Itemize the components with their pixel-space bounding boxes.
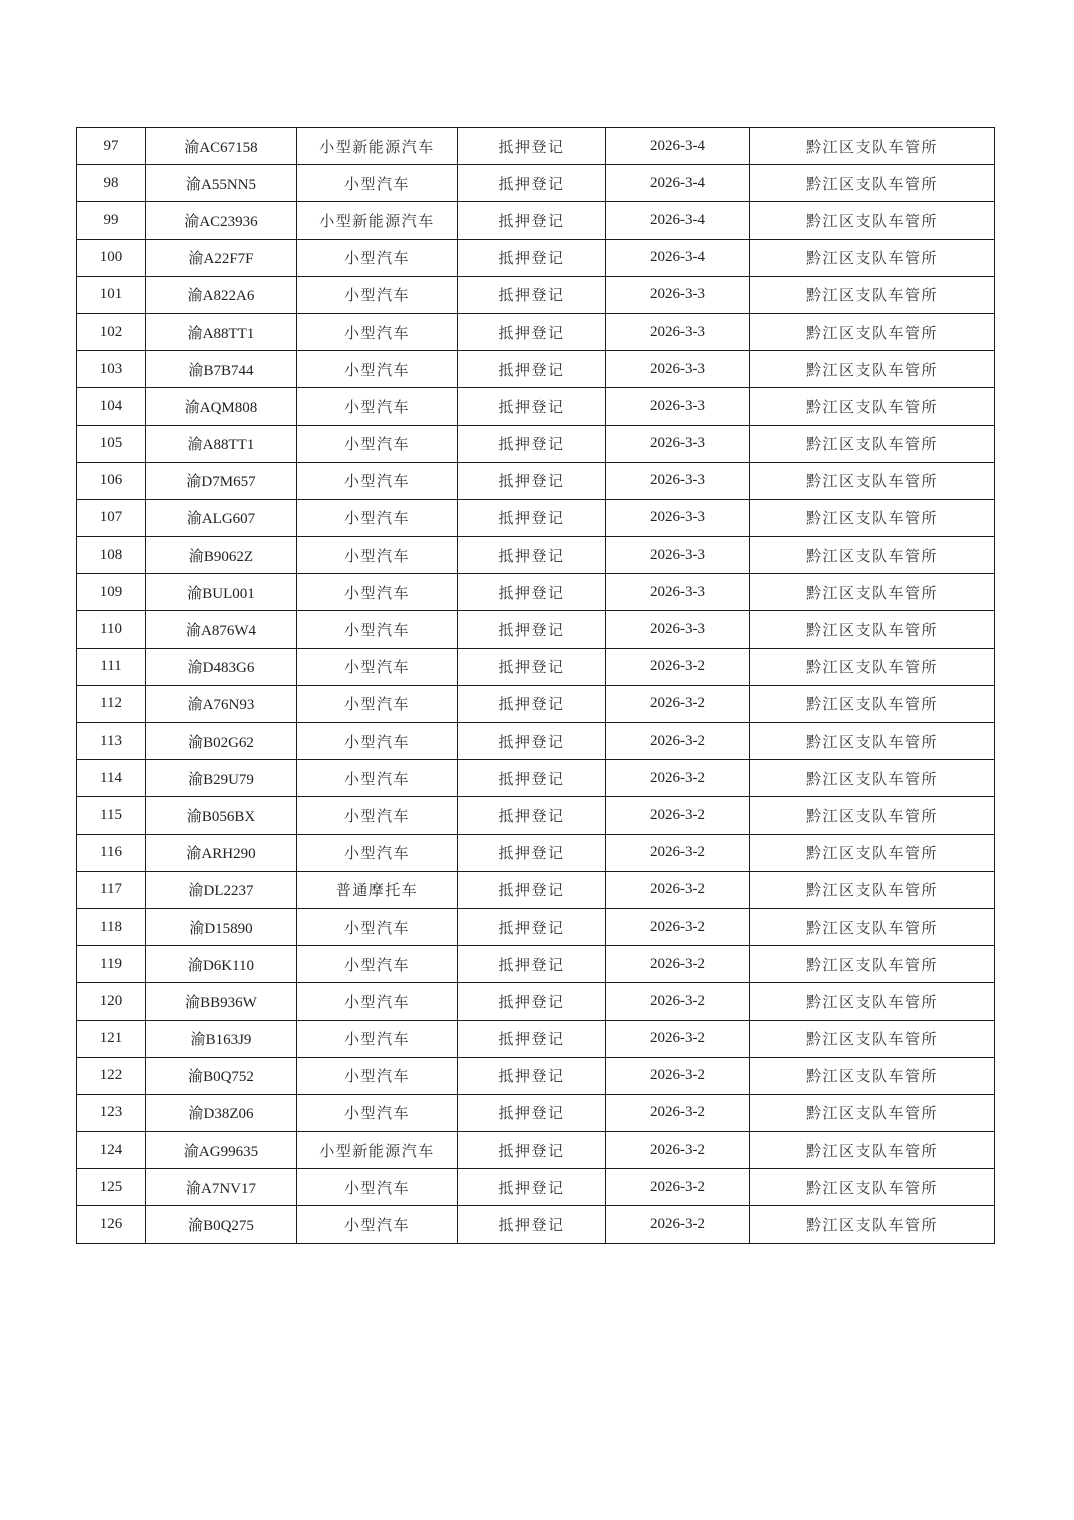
vehicle-type: 小型汽车: [297, 797, 458, 834]
office-name: 黔江区支队车管所: [750, 276, 995, 313]
registration-status: 抵押登记: [458, 462, 606, 499]
vehicle-type: 小型汽车: [297, 723, 458, 760]
table-row: [77, 1169, 995, 1206]
office-name: 黔江区支队车管所: [750, 834, 995, 871]
office-name: 黔江区支队车管所: [750, 239, 995, 276]
table-row: [77, 908, 995, 945]
office-name: 黔江区支队车管所: [750, 165, 995, 202]
registration-status: 抵押登记: [458, 908, 606, 945]
table-row: [77, 723, 995, 760]
registration-date: 2026-3-3: [606, 388, 750, 425]
vehicle-type: 小型汽车: [297, 276, 458, 313]
table-row: [77, 1057, 995, 1094]
plate-number: 渝A88TT1: [146, 425, 297, 462]
vehicle-type: 小型汽车: [297, 1020, 458, 1057]
office-name: 黔江区支队车管所: [750, 797, 995, 834]
registration-status: 抵押登记: [458, 760, 606, 797]
office-name: 黔江区支队车管所: [750, 1057, 995, 1094]
row-number: 113: [77, 723, 146, 760]
registration-date: 2026-3-3: [606, 425, 750, 462]
row-number: 121: [77, 1020, 146, 1057]
table-row: [77, 1094, 995, 1131]
row-number: 115: [77, 797, 146, 834]
plate-number: 渝B0Q275: [146, 1206, 297, 1243]
vehicle-type: 小型汽车: [297, 165, 458, 202]
registration-status: 抵押登记: [458, 425, 606, 462]
vehicle-type: 小型汽车: [297, 537, 458, 574]
vehicle-type: 小型汽车: [297, 574, 458, 611]
office-name: 黔江区支队车管所: [750, 1094, 995, 1131]
plate-number: 渝B29U79: [146, 760, 297, 797]
vehicle-type: 小型汽车: [297, 834, 458, 871]
registration-status: 抵押登记: [458, 834, 606, 871]
office-name: 黔江区支队车管所: [750, 1169, 995, 1206]
table-row: [77, 1206, 995, 1243]
row-number: 117: [77, 871, 146, 908]
plate-number: 渝A88TT1: [146, 313, 297, 350]
registration-date: 2026-3-2: [606, 685, 750, 722]
plate-number: 渝A76N93: [146, 685, 297, 722]
vehicle-type: 小型汽车: [297, 908, 458, 945]
row-number: 116: [77, 834, 146, 871]
office-name: 黔江区支队车管所: [750, 202, 995, 239]
plate-number: 渝B0Q752: [146, 1057, 297, 1094]
registration-date: 2026-3-2: [606, 834, 750, 871]
registration-date: 2026-3-4: [606, 128, 750, 165]
vehicle-type: 小型汽车: [297, 239, 458, 276]
plate-number: 渝D38Z06: [146, 1094, 297, 1131]
row-number: 106: [77, 462, 146, 499]
plate-number: 渝D15890: [146, 908, 297, 945]
vehicle-type: 小型汽车: [297, 499, 458, 536]
row-number: 109: [77, 574, 146, 611]
vehicle-type: 小型汽车: [297, 648, 458, 685]
vehicle-type: 小型汽车: [297, 1169, 458, 1206]
registration-status: 抵押登记: [458, 239, 606, 276]
table-row: [77, 946, 995, 983]
table-row: [77, 388, 995, 425]
office-name: 黔江区支队车管所: [750, 723, 995, 760]
plate-number: 渝AC23936: [146, 202, 297, 239]
row-number: 119: [77, 946, 146, 983]
row-number: 103: [77, 351, 146, 388]
plate-number: 渝B02G62: [146, 723, 297, 760]
table-row: [77, 313, 995, 350]
registration-date: 2026-3-3: [606, 351, 750, 388]
row-number: 120: [77, 983, 146, 1020]
vehicle-type: 小型汽车: [297, 462, 458, 499]
vehicle-type: 小型汽车: [297, 425, 458, 462]
plate-number: 渝A876W4: [146, 611, 297, 648]
office-name: 黔江区支队车管所: [750, 1020, 995, 1057]
registration-status: 抵押登记: [458, 1057, 606, 1094]
office-name: 黔江区支队车管所: [750, 1132, 995, 1169]
registration-status: 抵押登记: [458, 202, 606, 239]
vehicle-type: 小型汽车: [297, 983, 458, 1020]
vehicle-type: 小型汽车: [297, 1206, 458, 1243]
row-number: 112: [77, 685, 146, 722]
registration-status: 抵押登记: [458, 946, 606, 983]
registration-status: 抵押登记: [458, 983, 606, 1020]
registration-status: 抵押登记: [458, 1094, 606, 1131]
plate-number: 渝D6K110: [146, 946, 297, 983]
office-name: 黔江区支队车管所: [750, 648, 995, 685]
row-number: 122: [77, 1057, 146, 1094]
registration-status: 抵押登记: [458, 1020, 606, 1057]
table-row: [77, 462, 995, 499]
table-row: [77, 648, 995, 685]
registration-date: 2026-3-2: [606, 1132, 750, 1169]
table-row: [77, 611, 995, 648]
registration-date: 2026-3-4: [606, 202, 750, 239]
vehicle-type: 小型汽车: [297, 1057, 458, 1094]
vehicle-type: 小型汽车: [297, 388, 458, 425]
table-row: [77, 276, 995, 313]
registration-status: 抵押登记: [458, 797, 606, 834]
row-number: 123: [77, 1094, 146, 1131]
row-number: 105: [77, 425, 146, 462]
table-row: [77, 202, 995, 239]
registration-status: 抵押登记: [458, 723, 606, 760]
vehicle-type: 小型新能源汽车: [297, 1132, 458, 1169]
office-name: 黔江区支队车管所: [750, 388, 995, 425]
registration-status: 抵押登记: [458, 165, 606, 202]
plate-number: 渝AG99635: [146, 1132, 297, 1169]
vehicle-type: 小型汽车: [297, 760, 458, 797]
registration-date: 2026-3-4: [606, 239, 750, 276]
row-number: 111: [77, 648, 146, 685]
row-number: 108: [77, 537, 146, 574]
office-name: 黔江区支队车管所: [750, 760, 995, 797]
plate-number: 渝BB936W: [146, 983, 297, 1020]
vehicle-type: 小型新能源汽车: [297, 202, 458, 239]
registration-status: 抵押登记: [458, 648, 606, 685]
registration-date: 2026-3-2: [606, 797, 750, 834]
registration-status: 抵押登记: [458, 685, 606, 722]
plate-number: 渝ARH290: [146, 834, 297, 871]
row-number: 124: [77, 1132, 146, 1169]
plate-number: 渝B163J9: [146, 1020, 297, 1057]
office-name: 黔江区支队车管所: [750, 611, 995, 648]
vehicle-type: 小型汽车: [297, 313, 458, 350]
registration-date: 2026-3-2: [606, 908, 750, 945]
table-row: [77, 1020, 995, 1057]
row-number: 126: [77, 1206, 146, 1243]
plate-number: 渝A7NV17: [146, 1169, 297, 1206]
table-row: [77, 834, 995, 871]
registration-date: 2026-3-2: [606, 871, 750, 908]
table-row: [77, 351, 995, 388]
registration-date: 2026-3-3: [606, 462, 750, 499]
registration-date: 2026-3-2: [606, 1094, 750, 1131]
office-name: 黔江区支队车管所: [750, 574, 995, 611]
plate-number: 渝AC67158: [146, 128, 297, 165]
registration-date: 2026-3-3: [606, 276, 750, 313]
registration-date: 2026-3-3: [606, 313, 750, 350]
row-number: 99: [77, 202, 146, 239]
table-row: [77, 797, 995, 834]
table-row: [77, 760, 995, 797]
registration-status: 抵押登记: [458, 1206, 606, 1243]
row-number: 125: [77, 1169, 146, 1206]
row-number: 100: [77, 239, 146, 276]
table-row: [77, 574, 995, 611]
registration-date: 2026-3-3: [606, 537, 750, 574]
registration-status: 抵押登记: [458, 574, 606, 611]
vehicle-type: 小型汽车: [297, 685, 458, 722]
vehicle-type: 小型汽车: [297, 946, 458, 983]
plate-number: 渝ALG607: [146, 499, 297, 536]
registration-date: 2026-3-2: [606, 1020, 750, 1057]
plate-number: 渝A55NN5: [146, 165, 297, 202]
table-row: [77, 685, 995, 722]
office-name: 黔江区支队车管所: [750, 128, 995, 165]
plate-number: 渝D483G6: [146, 648, 297, 685]
registration-status: 抵押登记: [458, 351, 606, 388]
table-row: [77, 499, 995, 536]
row-number: 104: [77, 388, 146, 425]
registration-status: 抵押登记: [458, 1132, 606, 1169]
table-row: [77, 165, 995, 202]
vehicle-type: 小型汽车: [297, 1094, 458, 1131]
office-name: 黔江区支队车管所: [750, 425, 995, 462]
office-name: 黔江区支队车管所: [750, 871, 995, 908]
plate-number: 渝AQM808: [146, 388, 297, 425]
office-name: 黔江区支队车管所: [750, 537, 995, 574]
registration-date: 2026-3-2: [606, 983, 750, 1020]
registration-status: 抵押登记: [458, 871, 606, 908]
row-number: 110: [77, 611, 146, 648]
row-number: 102: [77, 313, 146, 350]
registration-status: 抵押登记: [458, 611, 606, 648]
registration-date: 2026-3-2: [606, 1206, 750, 1243]
vehicle-type: 普通摩托车: [297, 871, 458, 908]
office-name: 黔江区支队车管所: [750, 685, 995, 722]
registration-date: 2026-3-2: [606, 760, 750, 797]
vehicle-type: 小型汽车: [297, 611, 458, 648]
vehicle-type: 小型汽车: [297, 351, 458, 388]
registration-date: 2026-3-4: [606, 165, 750, 202]
table-row: [77, 425, 995, 462]
registration-status: 抵押登记: [458, 313, 606, 350]
office-name: 黔江区支队车管所: [750, 983, 995, 1020]
plate-number: 渝D7M657: [146, 462, 297, 499]
office-name: 黔江区支队车管所: [750, 462, 995, 499]
row-number: 97: [77, 128, 146, 165]
vehicle-type: 小型新能源汽车: [297, 128, 458, 165]
vehicle-record-table: [76, 127, 995, 1244]
row-number: 114: [77, 760, 146, 797]
office-name: 黔江区支队车管所: [750, 499, 995, 536]
row-number: 118: [77, 908, 146, 945]
registration-status: 抵押登记: [458, 128, 606, 165]
registration-date: 2026-3-2: [606, 1057, 750, 1094]
plate-number: 渝B9062Z: [146, 537, 297, 574]
office-name: 黔江区支队车管所: [750, 313, 995, 350]
office-name: 黔江区支队车管所: [750, 1206, 995, 1243]
row-number: 107: [77, 499, 146, 536]
plate-number: 渝B056BX: [146, 797, 297, 834]
table-row: [77, 871, 995, 908]
registration-date: 2026-3-2: [606, 723, 750, 760]
registration-date: 2026-3-2: [606, 946, 750, 983]
registration-date: 2026-3-3: [606, 611, 750, 648]
plate-number: 渝DL2237: [146, 871, 297, 908]
registration-status: 抵押登记: [458, 1169, 606, 1206]
registration-date: 2026-3-3: [606, 574, 750, 611]
office-name: 黔江区支队车管所: [750, 908, 995, 945]
registration-status: 抵押登记: [458, 499, 606, 536]
office-name: 黔江区支队车管所: [750, 351, 995, 388]
registration-date: 2026-3-3: [606, 499, 750, 536]
registration-date: 2026-3-2: [606, 1169, 750, 1206]
registration-status: 抵押登记: [458, 388, 606, 425]
plate-number: 渝A22F7F: [146, 239, 297, 276]
row-number: 101: [77, 276, 146, 313]
table-row: [77, 1132, 995, 1169]
table-row: [77, 239, 995, 276]
registration-date: 2026-3-2: [606, 648, 750, 685]
table-row: [77, 128, 995, 165]
plate-number: 渝BUL001: [146, 574, 297, 611]
row-number: 98: [77, 165, 146, 202]
office-name: 黔江区支队车管所: [750, 946, 995, 983]
registration-status: 抵押登记: [458, 537, 606, 574]
registration-status: 抵押登记: [458, 276, 606, 313]
table-body: [77, 128, 995, 1244]
table-row: [77, 983, 995, 1020]
table-row: [77, 537, 995, 574]
plate-number: 渝B7B744: [146, 351, 297, 388]
plate-number: 渝A822A6: [146, 276, 297, 313]
